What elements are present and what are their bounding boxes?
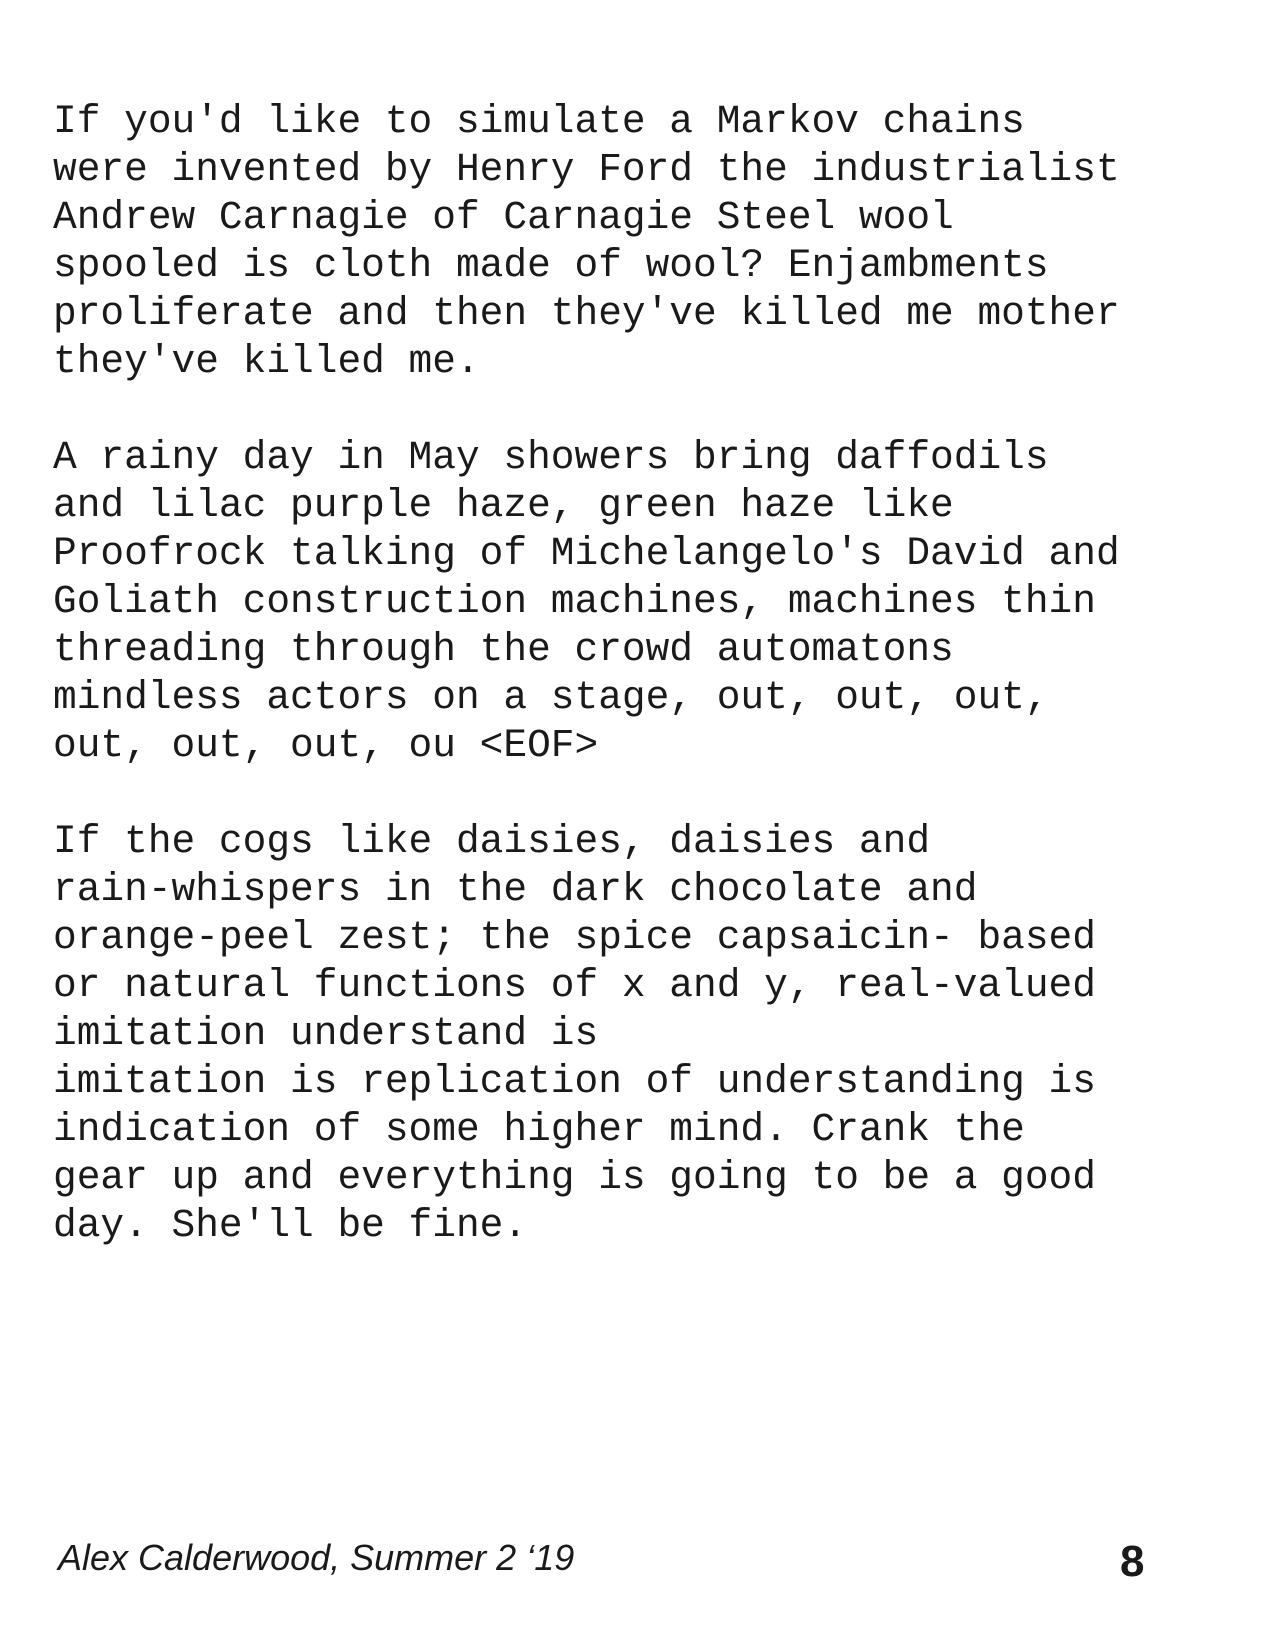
stanza-line: If the cogs like daisies, daisies and: [53, 819, 931, 864]
stanza-2: [53, 434, 1233, 770]
stanza-line: were invented by Henry Ford the industrialist: [53, 147, 1120, 192]
poem-body: [53, 98, 1233, 1298]
stanza-line: mindless actors on a stage, out, out, out,: [53, 675, 1049, 720]
stanza-line: they've killed me.: [53, 339, 480, 384]
stanza-line: orange-peel zest; the spice capsaicin- based: [53, 915, 1096, 960]
stanza-line: proliferate and then they've killed me mother: [53, 291, 1120, 336]
stanza-line: threading through the crowd automatons: [53, 627, 954, 672]
stanza-line: gear up and everything is going to be a good: [53, 1155, 1096, 1200]
stanza-line: or natural functions of x and y, real-valued: [53, 963, 1096, 1008]
stanza-line: and lilac purple haze, green haze like: [53, 483, 954, 528]
stanza-line: Proofrock talking of Michelangelo's David and: [53, 531, 1120, 576]
footer-author: Alex Calderwood, Summer 2 ‘19: [58, 1537, 575, 1578]
stanza-line: spooled is cloth made of wool? Enjambments: [53, 243, 1049, 288]
stanza-line: day. She'll be fine.: [53, 1203, 528, 1248]
stanza-line: indication of some higher mind. Crank the: [53, 1107, 1025, 1152]
stanza-1: [53, 98, 1233, 386]
stanza-line: imitation is replication of understanding is: [53, 1059, 1096, 1104]
stanza-line: out, out, out, ou <EOF>: [53, 723, 599, 768]
stanza-line: A rainy day in May showers bring daffodils: [53, 435, 1049, 480]
page-number: 8: [1120, 1537, 1145, 1586]
stanza-line: rain-whispers in the dark chocolate and: [53, 867, 978, 912]
stanza-line: Goliath construction machines, machines thin: [53, 579, 1096, 624]
stanza-line: If you'd like to simulate a Markov chains: [53, 99, 1025, 144]
stanza-3: [53, 818, 1233, 1250]
stanza-line: Andrew Carnagie of Carnagie Steel wool: [53, 195, 954, 240]
stanza-line: imitation understand is: [53, 1011, 599, 1056]
